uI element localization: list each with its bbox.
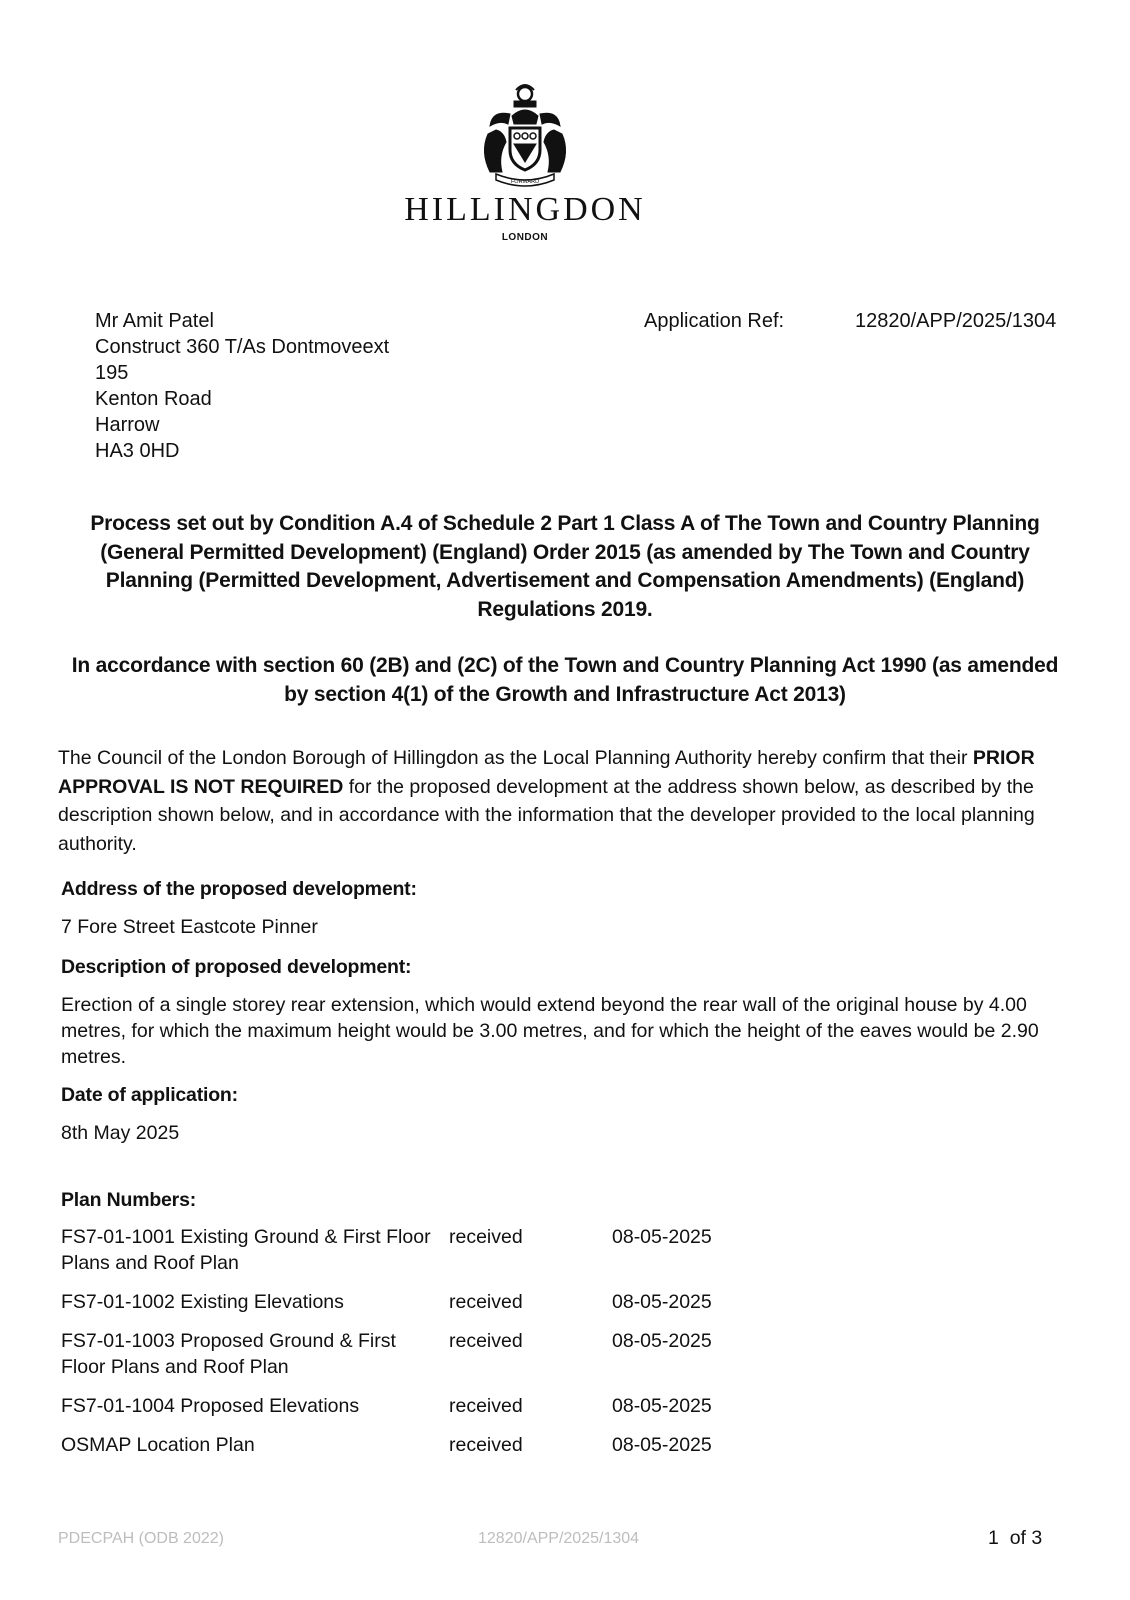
address-line: Mr Amit Patel — [95, 310, 214, 332]
address-line: Construct 360 T/As Dontmoveext — [95, 336, 390, 358]
application-ref-value: 12820/APP/2025/1304 — [855, 310, 1057, 332]
plan-date: 08-05-2025 — [612, 1395, 712, 1417]
decision-outcome: PRIOR APPROVAL IS NOT REQUIRED — [58, 747, 1035, 798]
council-name: HILLINGDON — [404, 191, 646, 228]
development-address-value: 7 Fore Street Eastcote Pinner — [61, 916, 318, 938]
footer-form-code: PDECPAH (ODB 2022) — [58, 1530, 224, 1547]
plan-status: received — [449, 1226, 523, 1248]
application-date-label: Date of application: — [61, 1084, 238, 1106]
decision-paragraph — [58, 744, 1078, 858]
legislation-heading: Process set out by Condition A.4 of Schedule 2 Part 1 Class A of The Town and Country Planning (General Permitted Development) (England) Order 2015 (as amended by The Town and Country Planning (Permitted Development, Advertisement and Compensation Amendments) (England) Regulations 2019. — [90, 512, 1040, 621]
application-date-value: 8th May 2025 — [61, 1122, 180, 1144]
plan-name: FS7-01-1003 Proposed Ground & First Floor Plans and Roof Plan — [61, 1330, 396, 1378]
address-line: 195 — [95, 362, 129, 384]
page-current: 1 — [988, 1527, 999, 1549]
decision-text: The Council of the London Borough of Hillingdon as the Local Planning Authority hereby confirm that their — [58, 747, 973, 769]
address-line: Harrow — [95, 414, 160, 436]
plan-status: received — [449, 1291, 523, 1313]
development-address-label: Address of the proposed development: — [61, 878, 417, 900]
svg-text:FORWARD: FORWARD — [510, 179, 540, 185]
recipient-address — [95, 308, 389, 464]
plan-status: received — [449, 1434, 523, 1456]
description-value: Erection of a single storey rear extension, which would extend beyond the rear wall of the original house by 4.00 metres, for which the maximum height would be 3.00 metres, and for which the height of the eaves would be 2.90 metres. — [61, 994, 1039, 1068]
council-logo — [385, 80, 665, 243]
plan-name: FS7-01-1004 Proposed Elevations — [61, 1395, 360, 1417]
footer-reference: 12820/APP/2025/1304 — [478, 1530, 640, 1547]
application-ref-label: Application Ref: — [644, 310, 785, 332]
coat-of-arms-icon — [470, 80, 580, 190]
act-heading: In accordance with section 60 (2B) and (2C) of the Town and Country Planning Act 1990 (as amended by section 4(1) of the Growth and Infrastructure Act 2013) — [71, 654, 1059, 706]
page-total: of 3 — [1009, 1527, 1043, 1549]
description-label: Description of proposed development: — [61, 956, 412, 978]
decision-text: for the proposed development at the address shown below, as described by the description shown below, and in accordance with the information that the developer provided to the local planning authority. — [58, 775, 1035, 855]
address-line: Kenton Road — [95, 388, 212, 410]
plan-status: received — [449, 1395, 523, 1417]
plan-name: OSMAP Location Plan — [61, 1434, 255, 1456]
plan-date: 08-05-2025 — [612, 1330, 712, 1352]
plan-name: FS7-01-1001 Existing Ground & First Floor Plans and Roof Plan — [61, 1226, 431, 1274]
council-subtitle: LONDON — [501, 232, 549, 243]
plan-name: FS7-01-1002 Existing Elevations — [61, 1291, 344, 1313]
plan-date: 08-05-2025 — [612, 1434, 712, 1456]
address-line: HA3 0HD — [95, 440, 180, 462]
plan-date: 08-05-2025 — [612, 1291, 712, 1313]
plan-status: received — [449, 1330, 523, 1352]
plan-date: 08-05-2025 — [612, 1226, 712, 1248]
page-number — [988, 1527, 1042, 1550]
plan-numbers-label: Plan Numbers: — [61, 1189, 197, 1211]
